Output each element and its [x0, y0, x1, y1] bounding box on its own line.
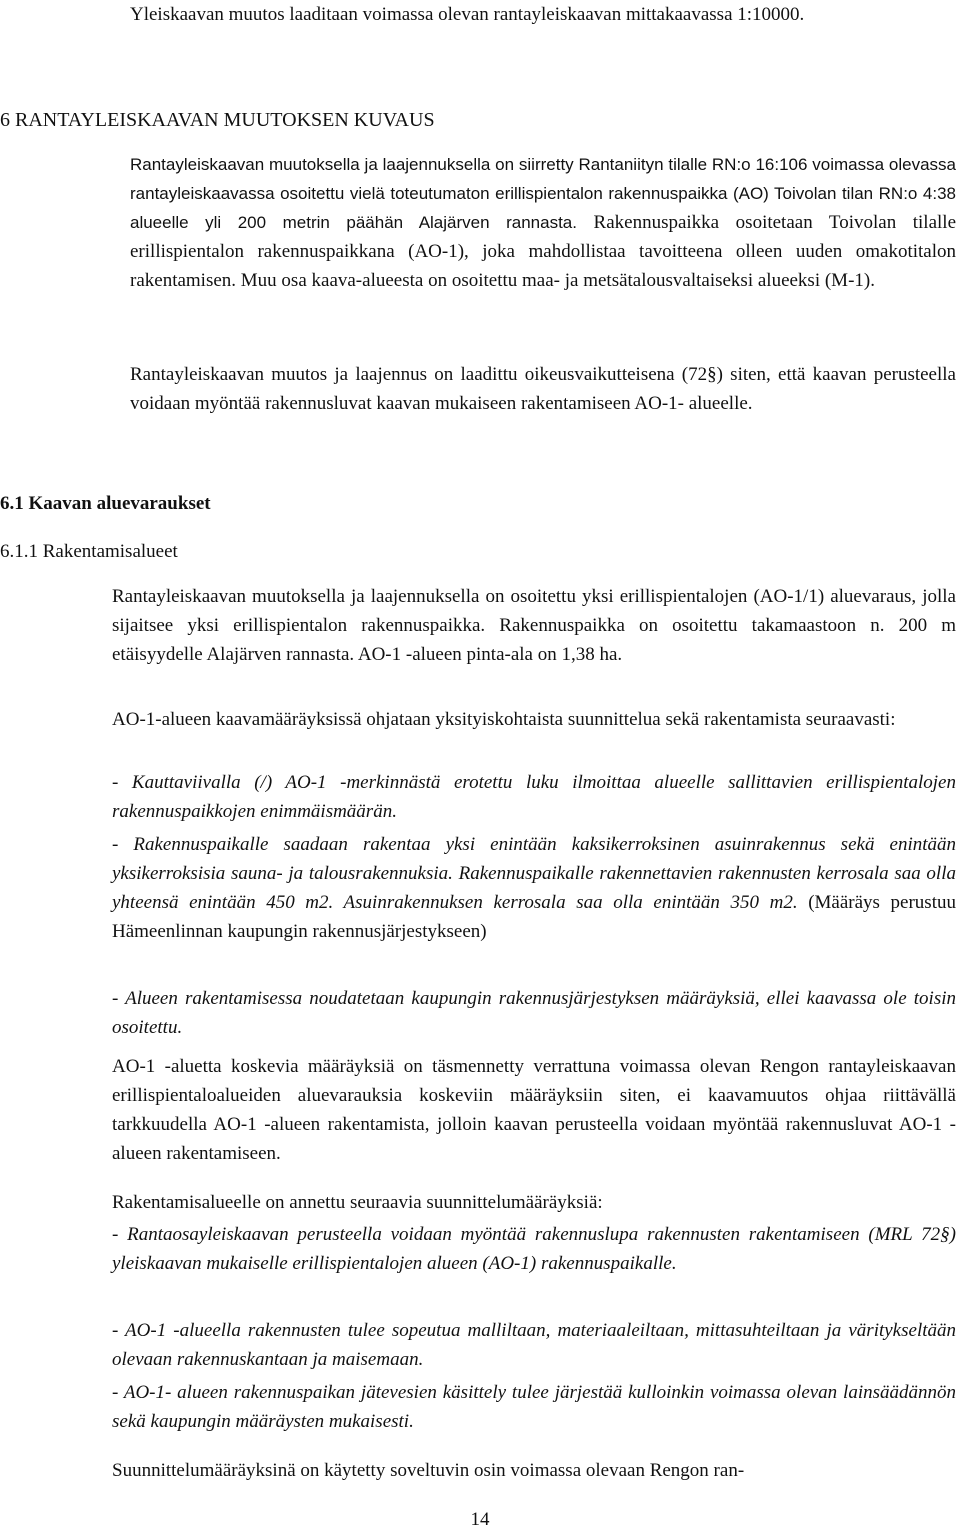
section-6-1-1-paragraph-3: AO-1 -aluetta koskevia määräyksiä on täsmennetty verrattuna voimassa olevan Rengon rantayleiskaavan erillispientaloalueiden aluevarauksia koskeviin määräyksiin siten, ei kaavamuutos ohjaa riittävällä tarkkuudella AO-1 -alueen rakentamista, jolloin kaavan perusteella voidaan myöntää rakennusluvat AO-1 -alueen rakentamiseen.	[112, 1056, 956, 1164]
regulation-item-2	[112, 830, 956, 946]
regulation-item-1-text: - Kauttaviivalla (/) AO-1 -merkinnästä erotettu luku ilmoittaa alueelle sallittavien erillispientalojen rakennuspaikkojen enimmäismäärän.	[112, 772, 956, 822]
planning-item-1	[112, 1220, 956, 1278]
regulation-item-2-note: (Määräys perustuu Hämeenlinnan kaupungin rakennusjärjestykseen)	[112, 892, 956, 942]
section-6-1-1-paragraph-1: Rantayleiskaavan muutoksella ja laajennuksella on osoitettu yksi erillispientalojen (AO-1/1) aluevaraus, jolla sijaitsee yksi erillispientalon rakennuspaikka. Rakennuspaikka on osoitettu takamaastoon n. 200 m etäisyydelle Alajärven rannasta. AO-1 -alueen pinta-ala on 1,38 ha.	[112, 586, 956, 665]
planning-item-2	[112, 1316, 956, 1374]
section-6-1-1-paragraph-2: AO-1-alueen kaavamääräyksissä ohjataan yksityiskohtaista suunnittelua sekä rakentamista seuraavasti:	[112, 709, 896, 730]
regulation-item-2-italic: - Rakennuspaikalle saadaan rakentaa yksi enintään kaksikerroksinen asuinrakennus sekä enintään yksikerroksisia sauna- ja talousrakennuksia. Rakennuspaikalle rakennettavien rakennusten kerrosala saa olla yhteensä enintään 450 m2. Asuinrakennuksen kerrosala saa olla enintään 350 m2.	[112, 834, 956, 913]
section-6-heading: 6 RANTAYLEISKAAVAN MUUTOKSEN KUVAUS	[0, 109, 435, 131]
paragraph-1-serif-part: Rakennuspaikka osoitetaan Toivolan tilalle erillispientalon rakennuspaikkana (AO-1), joka mahdollistaa tavoitteena olleen uuden omakotitalon rakentamisen. Muu osa kaava-alueesta on osoitettu maa- ja metsätalousvaltaiseksi alueeksi (M-1).	[130, 212, 957, 291]
regulation-item-3-text: - Alueen rakentamisessa noudatetaan kaupungin rakennusjärjestyksen määräyksiä, ellei kaavassa ole toisin osoitettu.	[112, 988, 956, 1038]
section-6-1-1-paragraph-4: Rakentamisalueelle on annettu seuraavia suunnittelumääräyksiä:	[112, 1192, 603, 1213]
regulation-item-3	[112, 984, 956, 1042]
section-6-1-1-paragraph-5: Suunnittelumääräyksinä on käytetty soveltuvin osin voimassa olevaan Rengon ran-	[112, 1460, 745, 1481]
planning-item-3	[112, 1378, 956, 1436]
section-6-paragraph-2: Rantayleiskaavan muutos ja laajennus on laadittu oikeusvaikutteisena (72§) siten, että kaavan perusteella voidaan myöntää rakennusluvat kaavan mukaiseen rakentamiseen AO-1- alueelle.	[130, 364, 956, 414]
page-number: 14	[470, 1509, 490, 1530]
planning-item-1-text: - Rantaosayleiskaavan perusteella voidaan myöntää rakennuslupa rakennusten rakentamiseen (MRL 72§) yleiskaavan mukaiselle erillispientalojen alueen (AO-1) rakennuspaikalle.	[112, 1224, 956, 1274]
planning-item-2-text: - AO-1 -alueella rakennusten tulee sopeutua malliltaan, materiaaleiltaan, mittasuhteiltaan ja väritykseltään olevaan rakennuskantaan ja maisemaan.	[112, 1320, 956, 1370]
intro-paragraph: Yleiskaavan muutos laaditaan voimassa olevan rantayleiskaavan mittakaavassa 1:10000.	[130, 4, 805, 25]
section-6-1-1-heading: 6.1.1 Rakentamisalueet	[0, 541, 178, 562]
planning-item-3-text: - AO-1- alueen rakennuspaikan jätevesien käsittely tulee järjestää kulloinkin voimassa olevan lainsäädännön sekä kaupungin määräysten mukaisesti.	[112, 1382, 956, 1432]
section-6-1-heading: 6.1 Kaavan aluevaraukset	[0, 493, 211, 514]
paragraph-1-sans-part: Rantayleiskaavan muutoksella ja laajennuksella on siirretty Rantaniityn tilalle RN:o 16:106 voimassa olevassa rantayleiskaavassa osoitettu vielä toteutumaton erillispientalon rakennuspaikka (AO) Toivolan tilan RN:o 4:38 alueelle yli 200 metrin päähän Alajärven rannasta.	[130, 155, 956, 232]
section-6-paragraph-1	[130, 150, 956, 295]
regulation-item-1	[112, 768, 956, 826]
